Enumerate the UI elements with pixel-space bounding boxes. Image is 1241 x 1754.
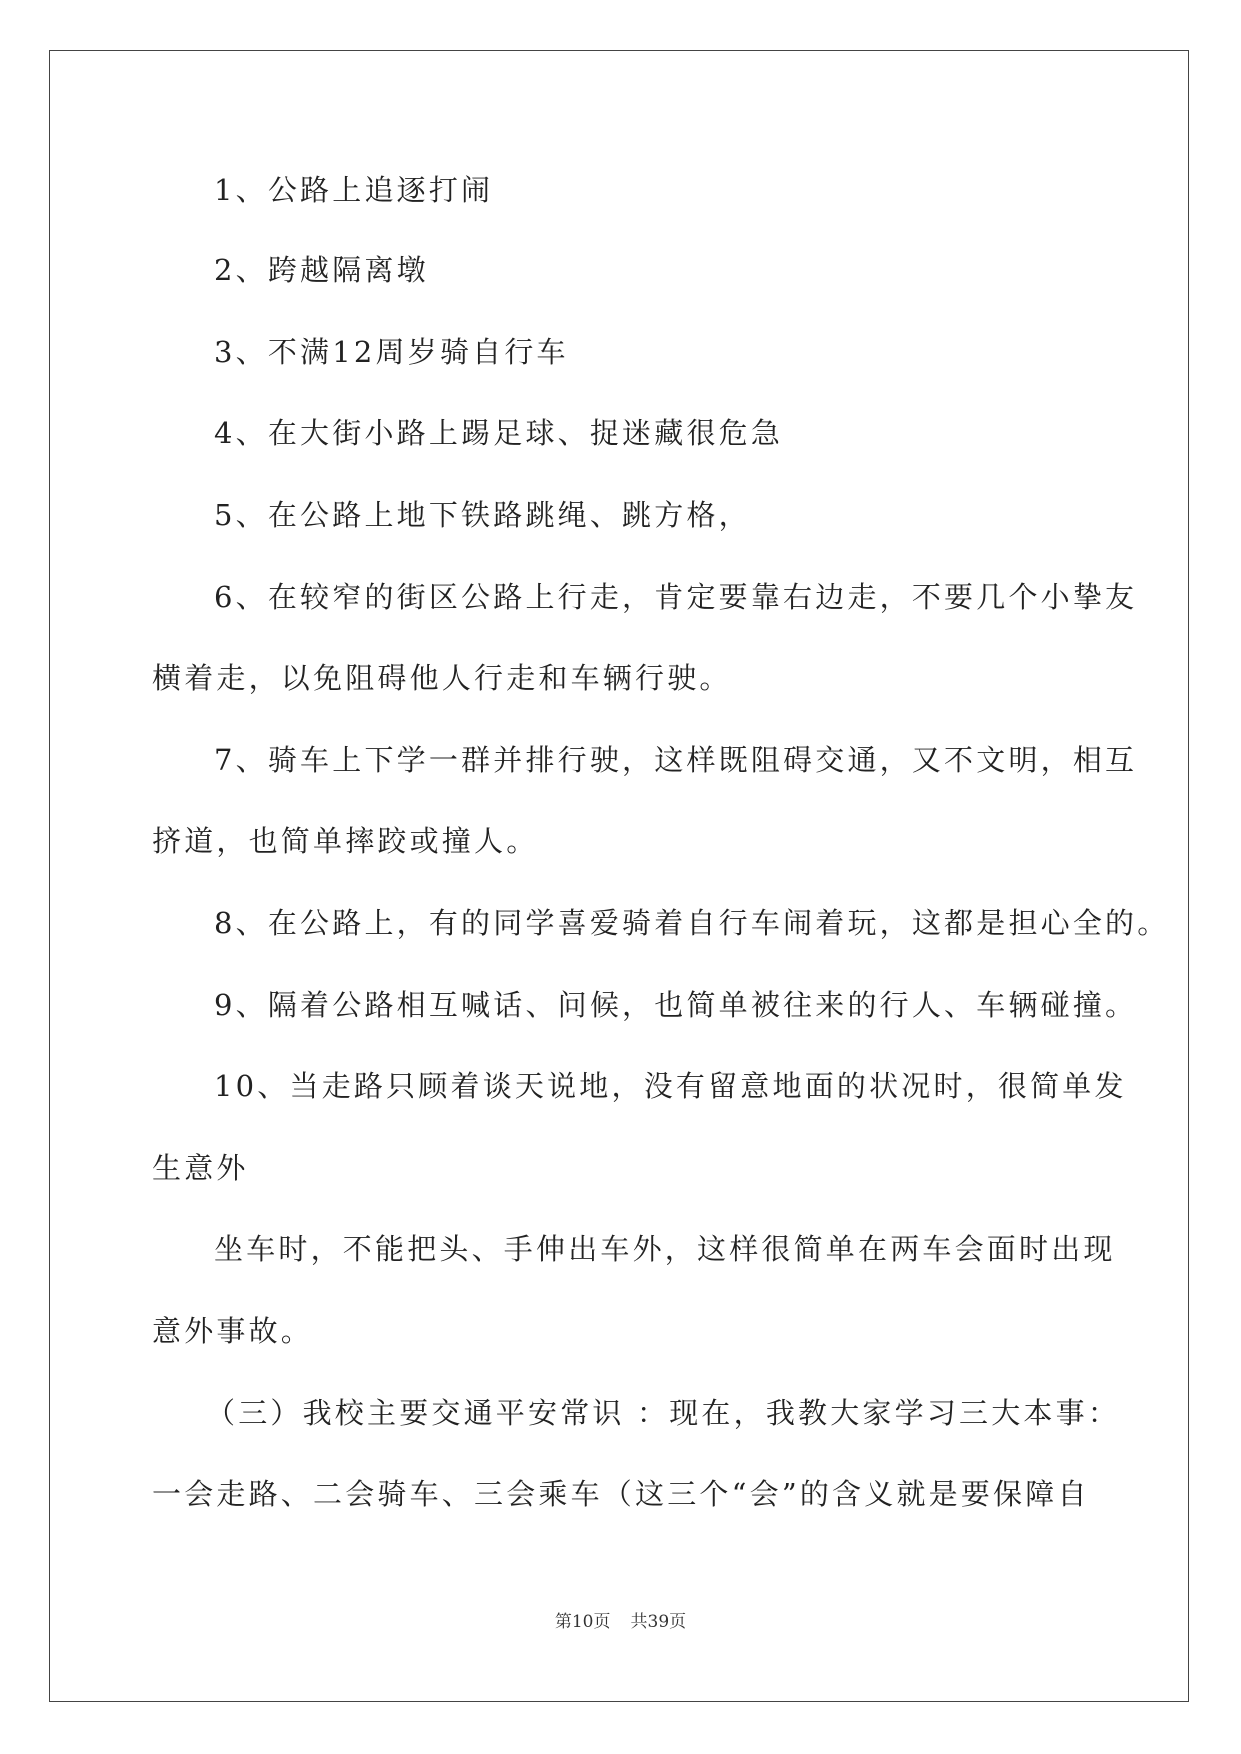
list-item-6-cont: 横着走，以免阻碍他人行走和车辆行驶。 bbox=[152, 661, 732, 695]
section-three-heading: （三）我校主要交通平安常识 ：现在，我教大家学习三大本事： bbox=[206, 1396, 1121, 1430]
list-item-1: 1、公路上追逐打闹 bbox=[214, 173, 494, 207]
page-total: 共39页 bbox=[630, 1612, 687, 1632]
paragraph-riding: 坐车时，不能把头、手伸出车外，这样很简单在两车会面时出现 bbox=[214, 1232, 1116, 1266]
list-item-5: 5、在公路上地下铁路跳绳、跳方格， bbox=[214, 498, 751, 532]
page-footer bbox=[0, 1611, 1241, 1633]
list-item-9: 9、隔着公路相互喊话、问候，也简单被往来的行人、车辆碰撞。 bbox=[214, 988, 1138, 1022]
list-item-6: 6、在较窄的街区公路上行走，肯定要靠右边走，不要几个小挚友 bbox=[214, 580, 1138, 614]
page-number: 第10页 bbox=[554, 1612, 611, 1632]
list-item-8: 8、在公路上，有的同学喜爱骑着自行车闹着玩，这都是担心全的。 bbox=[214, 906, 1170, 940]
list-item-3: 3、不满12周岁骑自行车 bbox=[214, 335, 569, 369]
paragraph-riding-cont: 意外事故。 bbox=[152, 1314, 314, 1348]
list-item-4: 4、在大街小路上踢足球、捉迷藏很危急 bbox=[214, 416, 784, 450]
page-frame bbox=[49, 50, 1189, 1702]
list-item-7-cont: 挤道，也简单摔跤或撞人。 bbox=[152, 824, 539, 858]
list-item-10: 10、当走路只顾着谈天说地，没有留意地面的状况时，很简单发 bbox=[214, 1069, 1127, 1103]
list-item-2: 2、跨越隔离墩 bbox=[214, 253, 429, 287]
section-three-cont: 一会走路、二会骑车、三会乘车（这三个“会”的含义就是要保障自 bbox=[152, 1477, 1090, 1511]
list-item-7: 7、骑车上下学一群并排行驶，这样既阻碍交通，又不文明，相互 bbox=[214, 743, 1138, 777]
list-item-10-cont: 生意外 bbox=[152, 1151, 249, 1185]
